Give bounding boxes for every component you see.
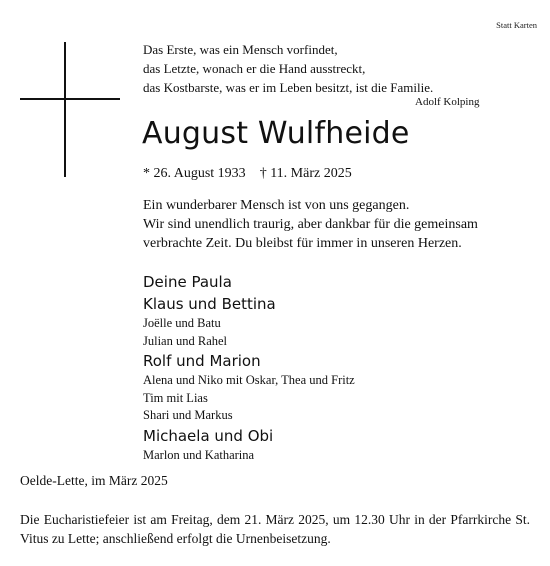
memorial-message	[143, 196, 478, 253]
message-line: verbrachte Zeit. Du bleibst für immer in unseren Herzen.	[143, 236, 462, 251]
place-date: Oelde-Lette, im März 2025	[20, 473, 168, 488]
statt-karten-note: Statt Karten	[496, 20, 537, 30]
funeral-notice: Die Eucharistiefeier ist am Freitag, dem 21. März 2025, um 12.30 Uhr in der Pfarrkirche St. Vitus zu Lette; anschließend erfolgt die Urnenbeisetzung.	[20, 512, 530, 546]
quote-line: das Kostbarste, was er im Leben besitzt, ist die Familie.	[143, 80, 434, 95]
mourner-name: Julian und Rahel	[143, 333, 228, 348]
quote	[143, 40, 433, 97]
mourner-name: Tim mit Lias	[143, 390, 208, 405]
quote-line: das Letzte, wonach er die Hand ausstreckt,	[143, 61, 366, 76]
death-date: † 11. März 2025	[259, 166, 352, 181]
birth-date: * 26. August 1933	[143, 166, 246, 181]
mourner-name: Marlon und Katharina	[143, 447, 255, 462]
mourner-name: Klaus und Bettina	[143, 295, 276, 313]
mourners-list	[143, 271, 355, 464]
mourner-name: Joëlle und Batu	[143, 316, 221, 330]
quote-line: Das Erste, was ein Mensch vorfindet,	[143, 42, 338, 57]
mourner-name: Rolf und Marion	[143, 352, 261, 370]
message-line: Wir sind unendlich traurig, aber dankbar für die gemeinsam	[143, 217, 478, 232]
life-dates	[143, 166, 352, 182]
mourner-name: Alena und Niko mit Oskar, Thea und Fritz	[143, 373, 355, 387]
mourner-name: Shari und Markus	[143, 408, 233, 422]
mourner-name: Deine Paula	[143, 273, 232, 291]
mourner-name: Michaela und Obi	[143, 426, 274, 445]
message-line: Ein wunderbarer Mensch ist von uns gegangen.	[143, 198, 410, 213]
deceased-name: August Wulfheide	[142, 116, 410, 151]
quote-author: Adolf Kolping	[415, 96, 480, 108]
cross-icon	[20, 42, 120, 177]
